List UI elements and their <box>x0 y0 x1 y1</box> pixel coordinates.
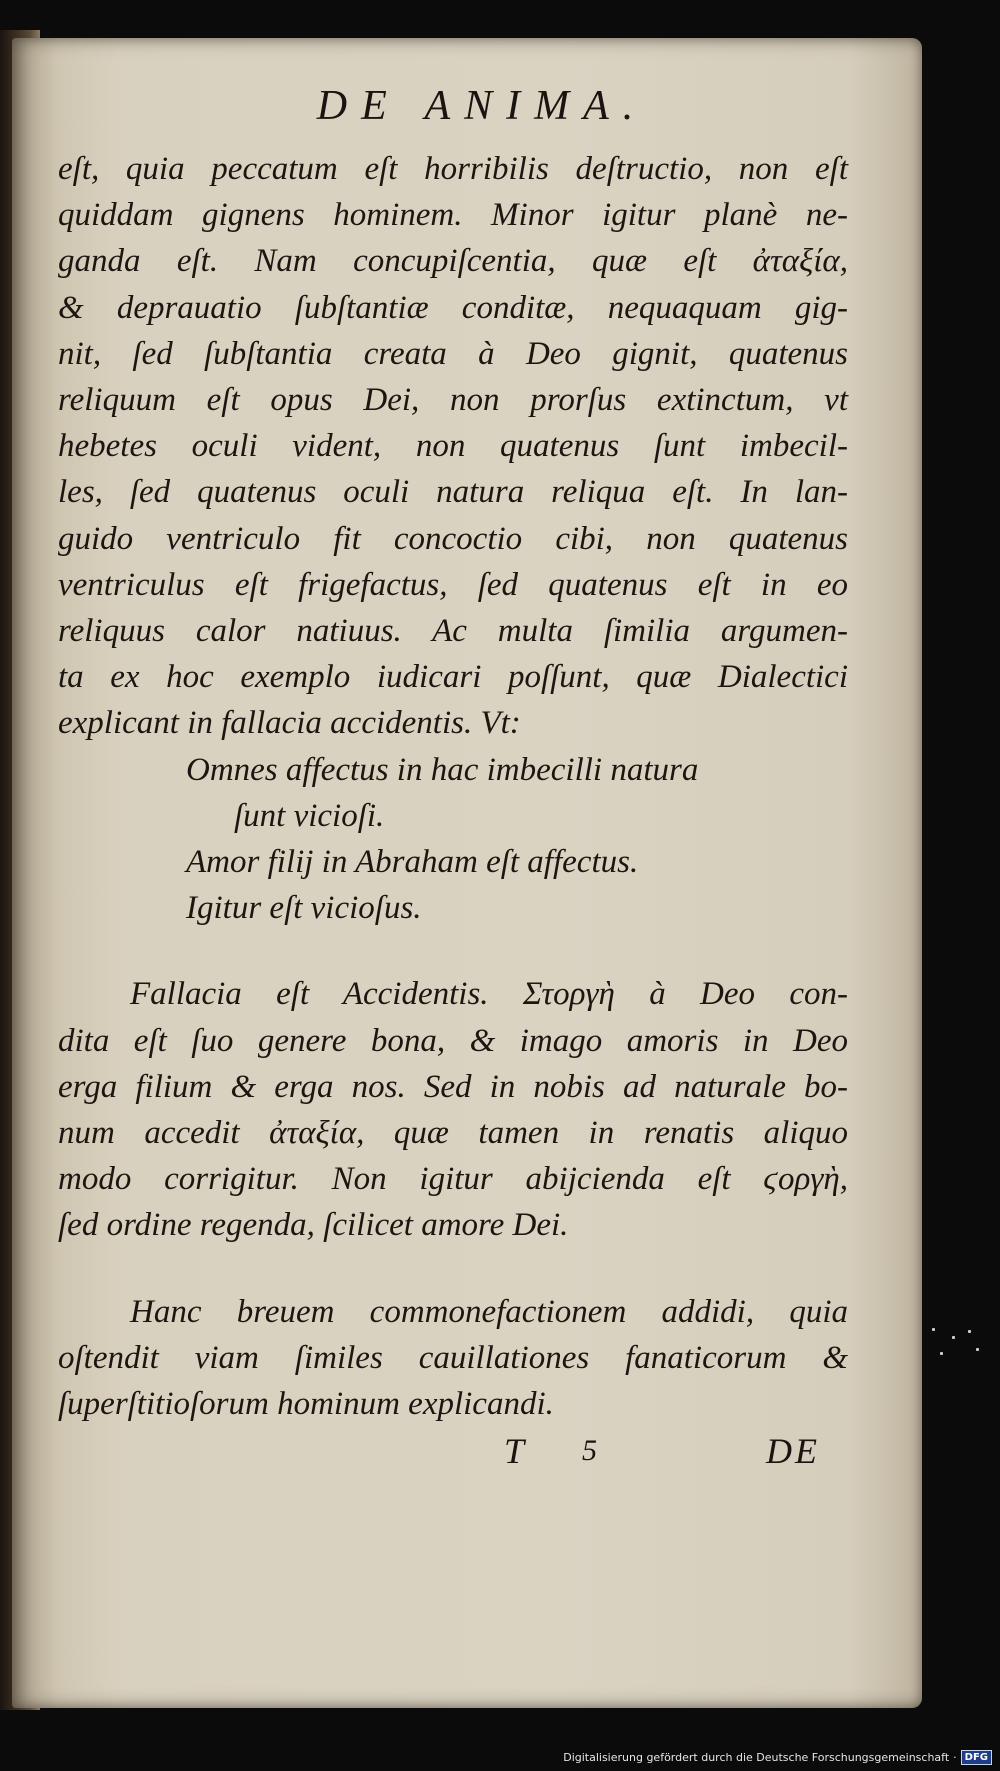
body-line: explicant in fallacia accidentis. Vt: <box>58 705 521 742</box>
scan-speck <box>940 1352 943 1355</box>
body-line: hebetes oculi vident, non quatenus ſunt imbecil- <box>58 428 848 465</box>
body-line: oſtendit viam ſimiles cauillationes fanaticorum & <box>58 1339 848 1376</box>
signature-number: 5 <box>582 1434 597 1467</box>
digitization-credit <box>563 1750 992 1765</box>
body-line: ventriculus eſt frigefactus, ſed quatenus eſt in eo <box>58 566 848 603</box>
body-line: & deprauatio ſubſtantiæ conditæ, nequaquam gig- <box>58 289 848 326</box>
body-line: nit, ſed ſubſtantia creata à Deo gignit, quatenus <box>58 335 848 372</box>
body-line: num accedit ἀταξία, quæ tamen in renatis aliquo <box>58 1115 848 1152</box>
credit-text: Digitalisierung gefördert durch die Deutsche Forschungsgemeinschaft <box>563 1751 950 1764</box>
paragraph-gap <box>58 931 848 971</box>
body-line: guido ventriculo fit concoctio cibi, non quatenus <box>58 520 848 557</box>
dfg-logo: DFG <box>961 1750 992 1765</box>
body-line: modo corrigitur. Non igitur abijcienda eſt ϛοργὴ, <box>58 1161 848 1198</box>
body-line: erga filium & erga nos. Sed in nobis ad naturale bo- <box>58 1068 848 1105</box>
page-body <box>58 146 848 1427</box>
signature-mark: T <box>504 1431 525 1471</box>
syllogism-major-premise: Omnes affectus in hac imbecilli natura <box>186 751 699 788</box>
scan-speck <box>952 1336 955 1339</box>
body-line: Fallacia eſt Accidentis. Στοργὴ à Deo con- <box>130 976 848 1013</box>
scan-speck <box>932 1328 935 1331</box>
catchword: DE <box>766 1431 820 1471</box>
body-line: ſed ordine regenda, ſcilicet amore Dei. <box>58 1207 569 1244</box>
body-line: ganda eſt. Nam concupiſcentia, quæ eſt ἀταξία, <box>58 243 848 280</box>
body-line: Hanc breuem commonefactionem addidi, quia <box>130 1293 848 1330</box>
syllogism-conclusion: Igitur eſt vicioſus. <box>186 890 422 927</box>
body-line: les, ſed quatenus oculi natura reliqua eſt. In lan- <box>58 474 848 511</box>
scan-speck <box>968 1330 971 1333</box>
syllogism-minor-premise: Amor filij in Abraham eſt affectus. <box>186 844 639 881</box>
book-page <box>12 38 922 1708</box>
syllogism-major-premise-cont: ſunt vicioſi. <box>234 797 385 834</box>
scan-speck <box>976 1348 979 1351</box>
body-line: dita eſt ſuo genere bona, & imago amoris in Deo <box>58 1022 848 1059</box>
body-line: ſuperſtitioſorum hominum explicandi. <box>58 1386 554 1423</box>
running-head: DE ANIMA. <box>316 83 648 129</box>
body-line: quiddam gignens hominem. Minor igitur planè ne- <box>58 197 848 234</box>
separator: · <box>953 1751 957 1764</box>
body-line: ta ex hoc exemplo iudicari poſſunt, quæ Dialectici <box>58 659 848 696</box>
body-line: eſt, quia peccatum eſt horribilis deſtructio, non eſt <box>58 151 848 187</box>
body-line: reliquus calor natiuus. Ac multa ſimilia argumen- <box>58 613 848 650</box>
paragraph-gap <box>58 1249 848 1289</box>
body-line: reliquum eſt opus Dei, non prorſus extinctum, vt <box>58 382 848 419</box>
